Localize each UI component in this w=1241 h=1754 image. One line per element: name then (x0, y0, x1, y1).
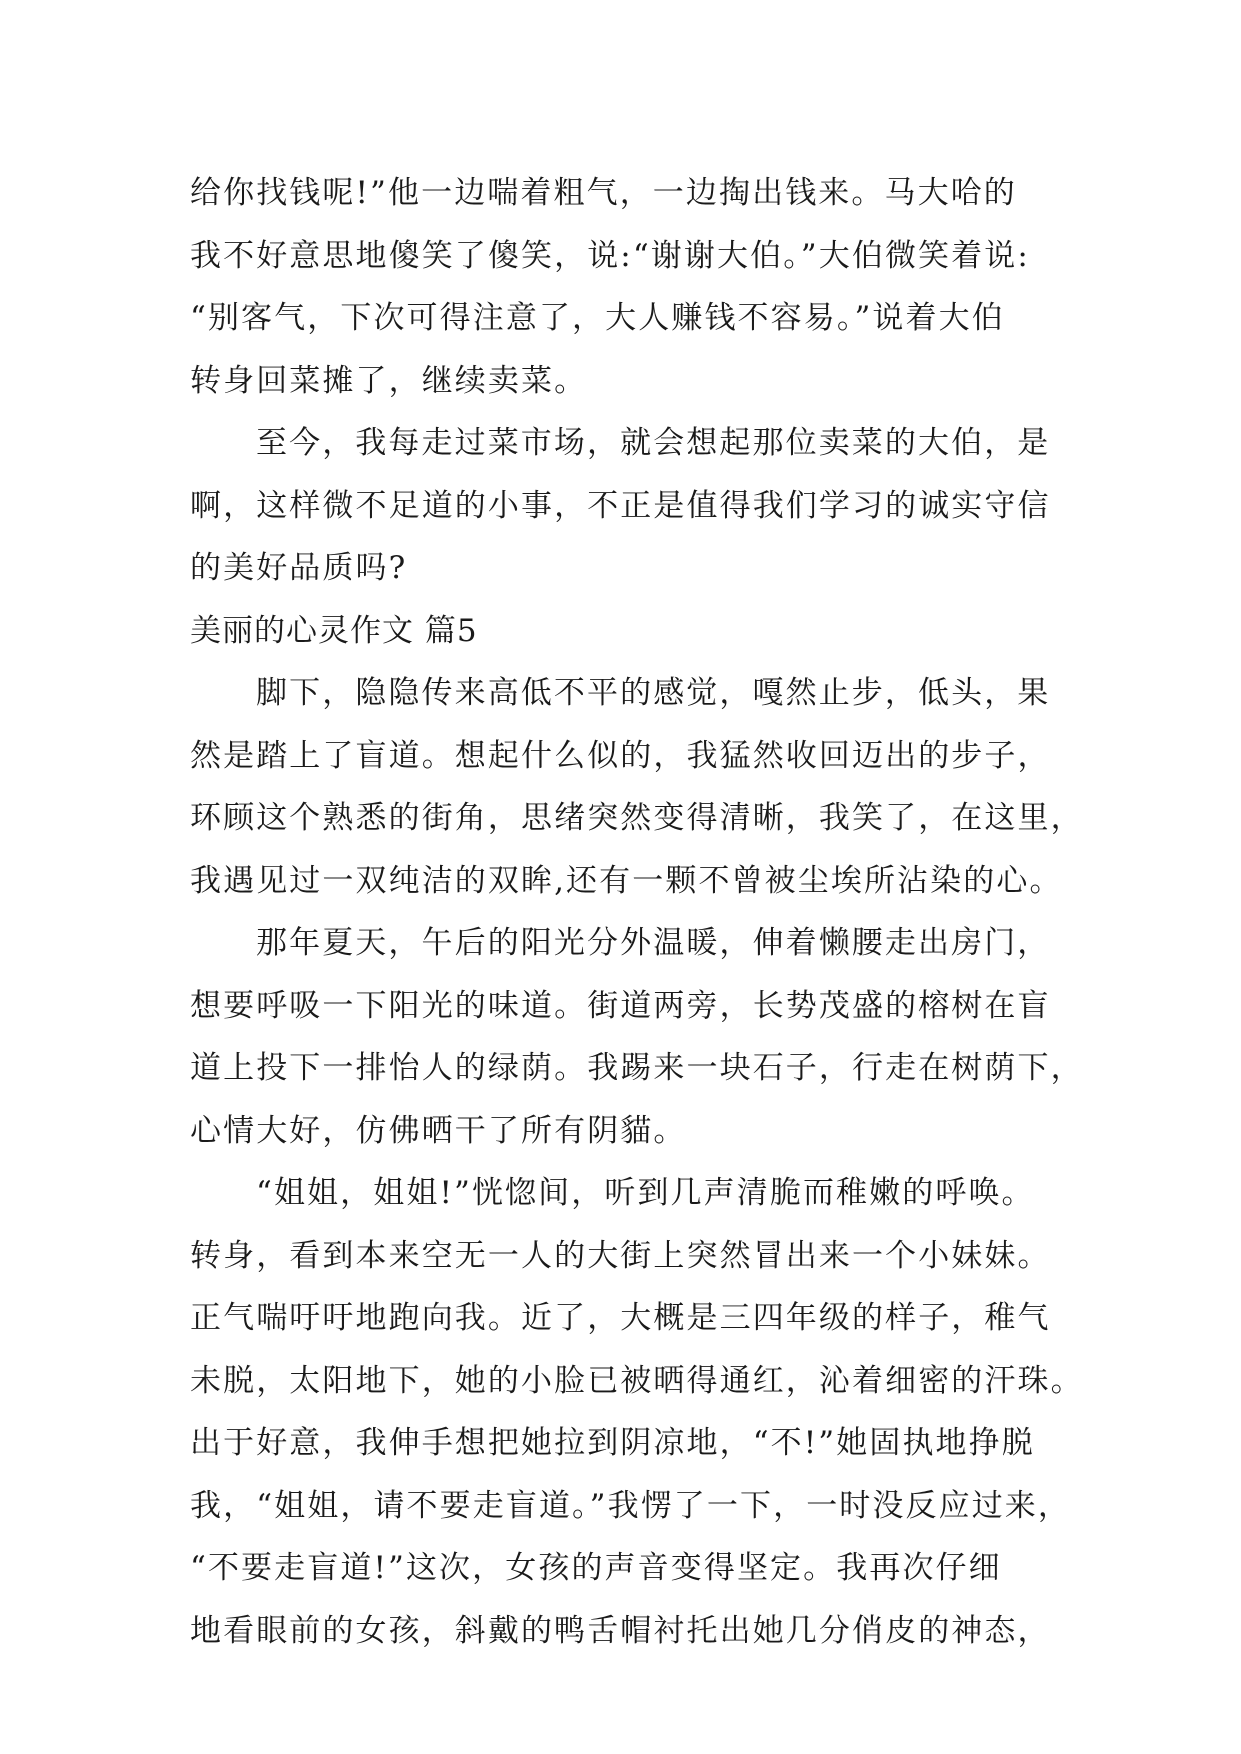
text-line: “不要走盲道!”这次，女孩的声音变得坚定。我再次仔细 (190, 1550, 1002, 1586)
text-line: 心情大好，仿佛晒干了所有阴貓。 (190, 1112, 687, 1149)
text-line: 道上投下一排怡人的绿荫。我踢来一块石子，行走在树荫下， (190, 1050, 1084, 1086)
text-line: 环顾这个熟悉的街角，思绪突然变得清晰，我笑了，在这里， (190, 800, 1084, 836)
text-line: 然是踏上了盲道。想起什么似的，我猛然收回迈出的步子， (190, 737, 1051, 774)
text-line: 想要呼吸一下阳光的味道。街道两旁，长势茂盛的榕树在盲 (190, 987, 1051, 1024)
text-line: 正气喘吁吁地跑向我。近了，大概是三四年级的样子，稚气 (190, 1300, 1051, 1336)
text-line: 我，“姐姐，请不要走盲道。”我愣了一下，一时没反应过来， (190, 1487, 1071, 1524)
text-line: 的美好品质吗? (190, 550, 408, 586)
text-line: 啊，这样微不足道的小事，不正是值得我们学习的诚实守信 (190, 487, 1051, 524)
section-heading: 美丽的心灵作文 篇5 (190, 612, 478, 649)
text-line: 出于好意，我伸手想把她拉到阴凉地，“不!”她固执地挣脱 (190, 1425, 1035, 1461)
paragraph-first-line: 脚下，隐隐传来高低不平的感觉，嘎然止步，低头，果 (256, 675, 1051, 711)
essay-text (190, 162, 1084, 1662)
text-line: 转身，看到本来空无一人的大街上突然冒出来一个小妹妹。 (190, 1237, 1051, 1274)
paragraph-first-line: 那年夏天，午后的阳光分外温暖，伸着懒腰走出房门， (256, 925, 1051, 961)
text-line: 我遇见过一双纯洁的双眸,还有一颗不曾被尘埃所沾染的心。 (190, 862, 1063, 899)
text-line: 给你找钱呢!”他一边喘着粗气，一边掏出钱来。马大哈的 (190, 175, 1017, 211)
text-line: 地看眼前的女孩，斜戴的鸭舌帽衬托出她几分俏皮的神态， (190, 1612, 1051, 1649)
text-line: 我不好意思地傻笑了傻笑，说:“谢谢大伯。”大伯微笑着说: (190, 237, 1030, 274)
paragraph-first-line: 至今，我每走过菜市场，就会想起那位卖菜的大伯，是 (256, 425, 1051, 461)
text-line: 未脱，太阳地下，她的小脸已被晒得通红，沁着细密的汗珠。 (190, 1362, 1084, 1399)
paragraph-first-line: “姐姐，姐姐!”恍惚间，听到几声清脆而稚嫩的呼唤。 (256, 1175, 1035, 1211)
text-line: 转身回菜摊了，继续卖菜。 (190, 362, 588, 399)
text-line: “别客气，下次可得注意了，大人赚钱不容易。”说着大伯 (190, 300, 1005, 336)
